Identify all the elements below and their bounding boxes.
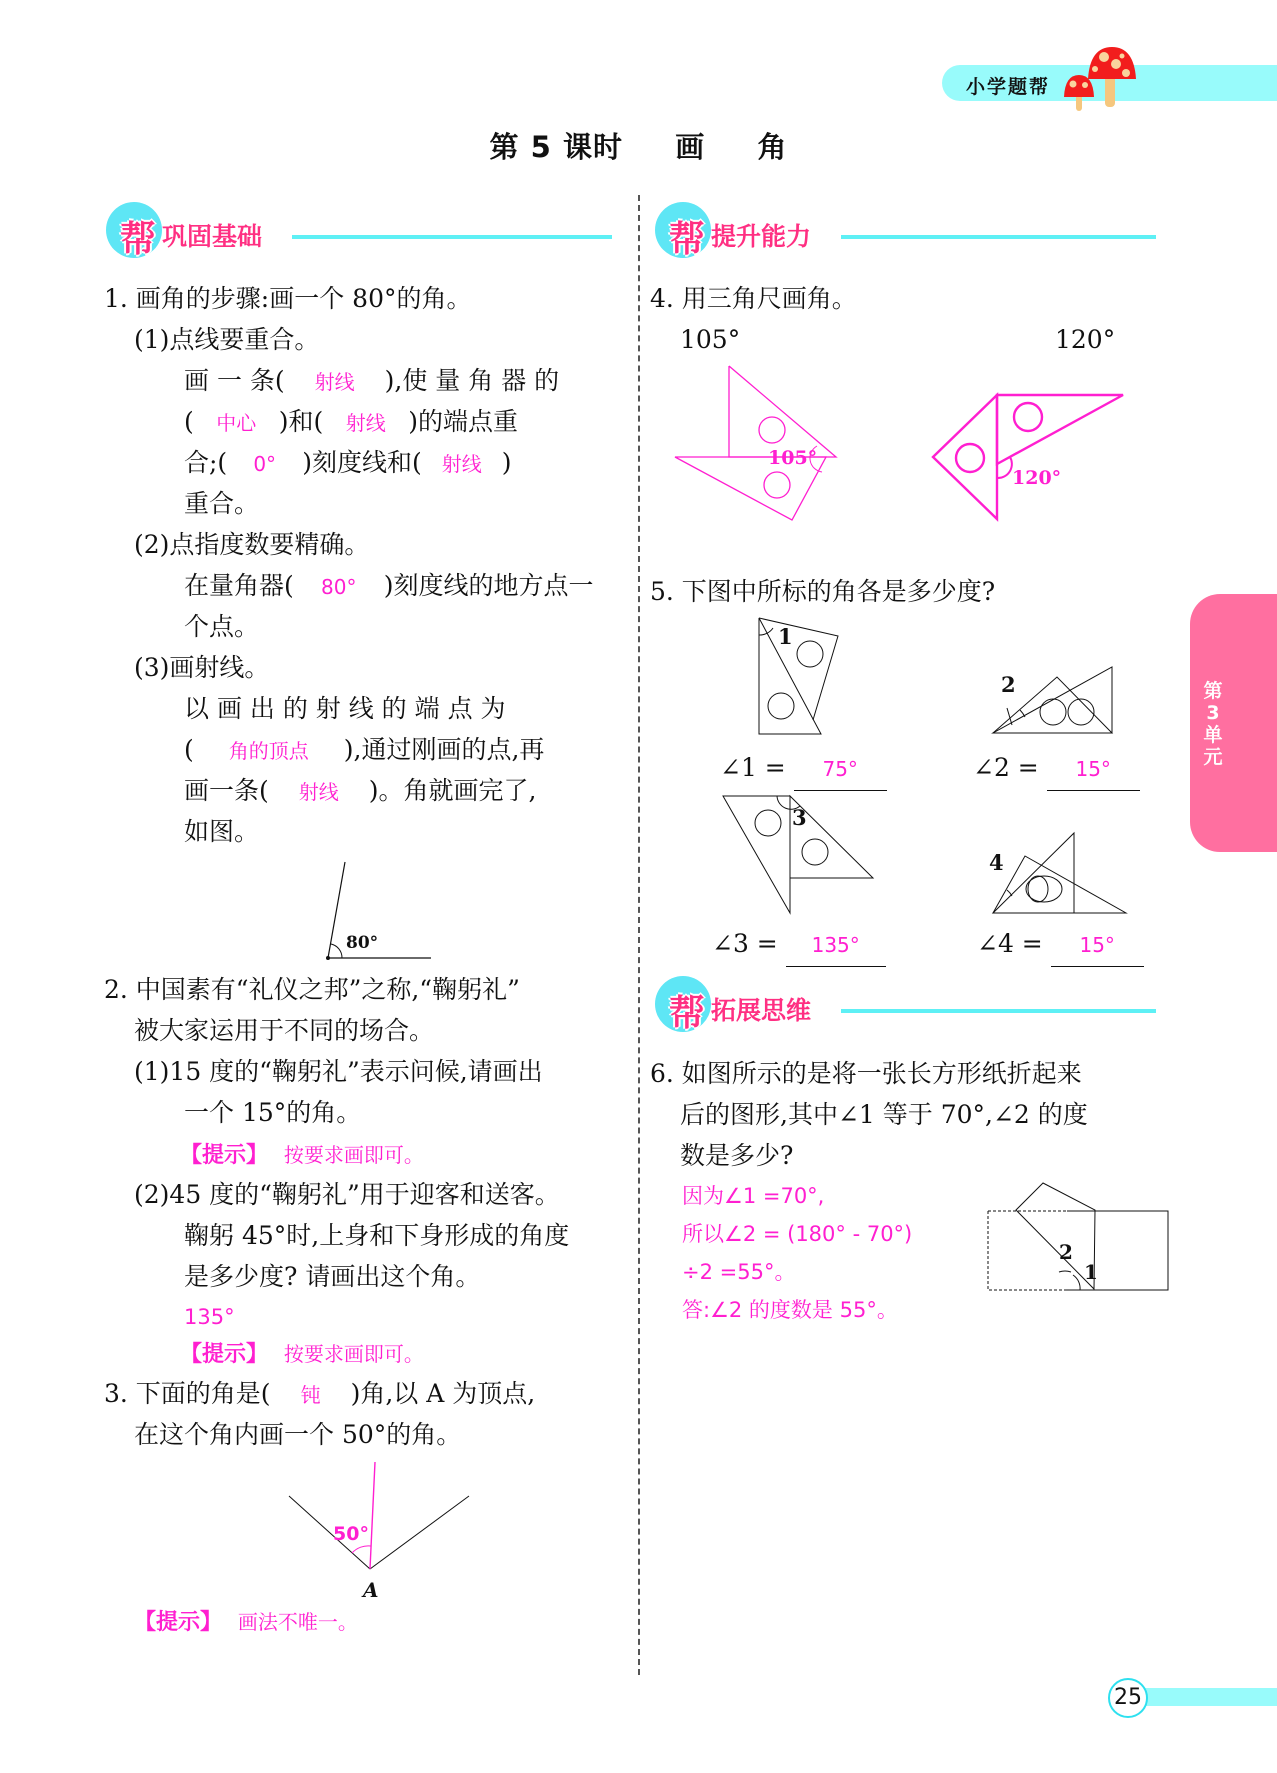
fold-angle-1-label: 1 bbox=[1084, 1260, 1098, 1284]
q1-stem: 1. 画角的步骤:画一个 80°的角。 bbox=[104, 284, 472, 313]
angle-4-answer-row: ∠4 = 15° bbox=[977, 923, 1144, 967]
q1-part1-line1: 画 一 条( 射线 ),使 量 角 器 的 bbox=[184, 360, 559, 403]
q3-stem-line2: 在这个角内画一个 50°的角。 bbox=[134, 1420, 462, 1449]
angle-50-figure bbox=[285, 1460, 485, 1580]
q2-part2-line3: 是多少度? 请画出这个角。 bbox=[184, 1262, 481, 1291]
answer-blank: 角的顶点 bbox=[228, 739, 309, 763]
q3-tip: 【提示】 画法不唯一。 bbox=[134, 1610, 358, 1635]
angle-4-marker: 4 bbox=[989, 850, 1004, 875]
q6-stem-line2: 后的图形,其中∠1 等于 70°,∠2 的度 bbox=[680, 1100, 1088, 1129]
angle-80-figure bbox=[320, 860, 440, 960]
fig-120-label: 120° bbox=[1012, 467, 1062, 489]
q1-part2-line2: 个点。 bbox=[184, 612, 260, 641]
angle-2-marker: 2 bbox=[1001, 672, 1016, 697]
q2-part2-line2: 鞠躬 45°时,上身和下身形成的角度 bbox=[184, 1221, 570, 1250]
mushroom-icon bbox=[1060, 45, 1150, 115]
q6-stem-line3: 数是多少? bbox=[680, 1141, 794, 1170]
column-divider bbox=[638, 195, 640, 1675]
angle-3-answer-row: ∠3 = 135° bbox=[712, 923, 886, 967]
q1-part1-title: (1)点线要重合。 bbox=[134, 325, 320, 354]
q6-stem-line1: 6. 如图所示的是将一张长方形纸折起来 bbox=[650, 1059, 1082, 1088]
q3-stem-line1: 3. 下面的角是( 钝 )角,以 A 为顶点, bbox=[104, 1373, 535, 1416]
q2-part2-line1: (2)45 度的“鞠躬礼”用于迎客和送客。 bbox=[134, 1180, 560, 1209]
answer-blank: 75° bbox=[794, 749, 887, 791]
q1-part3-line4: 如图。 bbox=[184, 817, 260, 846]
q1-part3-line2: ( 角的顶点 ),通过刚画的点,再 bbox=[184, 729, 544, 772]
section-header-extend: 帮 拓展思维 bbox=[655, 976, 1175, 1042]
q6-solution-line1: 因为∠1 =70°, bbox=[682, 1184, 825, 1208]
footer-band bbox=[1140, 1688, 1277, 1706]
answer-blank: 射线 bbox=[298, 780, 339, 804]
q1-part3-title: (3)画射线。 bbox=[134, 653, 270, 682]
q1-part2-title: (2)点指度数要精确。 bbox=[134, 530, 370, 559]
fig-105-label: 105° bbox=[768, 447, 818, 469]
section-header-advance: 帮 提升能力 bbox=[655, 202, 1175, 268]
answer-blank: 0° bbox=[253, 452, 277, 476]
q6-solution-line2: 所以∠2 = (180° - 70°) bbox=[682, 1222, 913, 1246]
q1-part1-line2: ( 中心 )和( 射线 )的端点重 bbox=[184, 401, 518, 444]
q2-part2-answer: 135° bbox=[184, 1305, 235, 1329]
fold-angle-2-label: 2 bbox=[1059, 1240, 1073, 1264]
set-square-105-figure bbox=[680, 360, 840, 530]
page-title: 第 5 课时 画 角 bbox=[489, 130, 788, 164]
q1-part1-line4: 重合。 bbox=[184, 489, 260, 518]
brand-label: 小学题帮 bbox=[966, 76, 1051, 98]
q5-stem: 5. 下图中所标的角各是多少度? bbox=[650, 577, 996, 606]
answer-blank: 钝 bbox=[300, 1383, 321, 1407]
q2-stem-line1: 2. 中国素有“礼仪之邦”之称,“鞠躬礼” bbox=[104, 975, 520, 1004]
q2-stem-line2: 被大家运用于不同的场合。 bbox=[134, 1016, 435, 1045]
q2-part1-line1: (1)15 度的“鞠躬礼”表示问候,请画出 bbox=[134, 1057, 543, 1086]
q2-part1-line2: 一个 15°的角。 bbox=[184, 1098, 362, 1127]
q1-part3-line1: 以 画 出 的 射 线 的 端 点 为 bbox=[184, 694, 506, 723]
angle-2-answer-row: ∠2 = 15° bbox=[973, 747, 1140, 791]
angle-50-label: 50° bbox=[333, 1523, 369, 1545]
q1-part3-line3: 画一条( 射线 )。角就画完了, bbox=[184, 770, 536, 813]
unit-tab-label: 第 3 单 元 bbox=[1203, 680, 1223, 768]
angle-4-figure bbox=[990, 830, 1130, 915]
answer-blank: 80° bbox=[321, 575, 357, 599]
q4-label-105: 105° bbox=[680, 325, 741, 354]
angle-1-answer-row: ∠1 = 75° bbox=[720, 747, 887, 791]
angle-80-label: 80° bbox=[346, 933, 379, 953]
answer-blank: 15° bbox=[1047, 749, 1140, 791]
q1-part2-line1: 在量角器( 80° )刻度线的地方点一 bbox=[184, 565, 594, 608]
answer-blank: 射线 bbox=[345, 411, 386, 435]
answer-blank: 15° bbox=[1051, 925, 1144, 967]
q6-solution-line4: 答:∠2 的度数是 55°。 bbox=[682, 1298, 898, 1322]
q2-part2-tip: 【提示】 按要求画即可。 bbox=[180, 1342, 424, 1367]
section-header-basics: 帮 巩固基础 bbox=[106, 202, 626, 268]
answer-blank: 射线 bbox=[441, 452, 482, 476]
set-square-120-figure bbox=[925, 385, 1130, 525]
q4-stem: 4. 用三角尺画角。 bbox=[650, 284, 857, 313]
vertex-a-label: A bbox=[363, 1578, 379, 1602]
answer-blank: 射线 bbox=[314, 370, 355, 394]
angle-3-marker: 3 bbox=[792, 805, 807, 830]
answer-blank: 中心 bbox=[216, 411, 257, 435]
folded-paper-figure bbox=[985, 1180, 1170, 1292]
answer-blank: 135° bbox=[786, 925, 886, 967]
q2-part1-tip: 【提示】 按要求画即可。 bbox=[180, 1143, 424, 1168]
q4-label-120: 120° bbox=[1055, 325, 1116, 354]
angle-1-figure bbox=[755, 615, 840, 735]
q6-solution-line3: ÷2 =55°。 bbox=[682, 1260, 796, 1284]
angle-1-marker: 1 bbox=[778, 624, 793, 649]
q1-part1-line3: 合;( 0° )刻度线和( 射线 ) bbox=[184, 442, 511, 485]
page-number: 25 bbox=[1108, 1678, 1148, 1718]
